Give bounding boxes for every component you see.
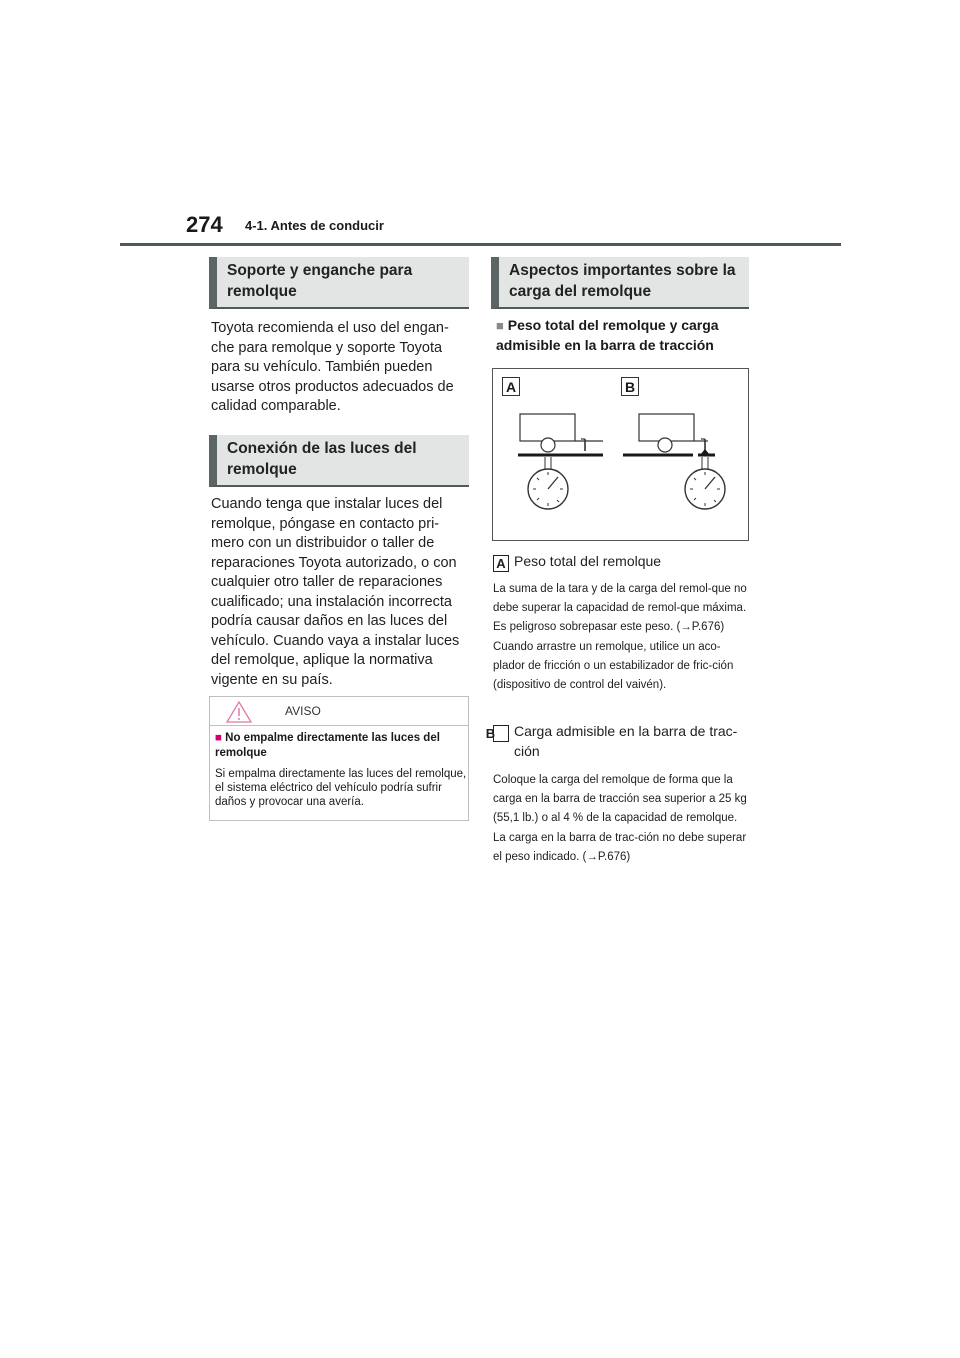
warning-header [210,697,468,726]
diagram-label-a: A [502,377,520,396]
trailer-wheel-a [541,438,555,452]
bullet-square-icon: ■ [496,318,504,333]
trailer-drawing [493,369,748,540]
item-b-letter: B [493,725,509,742]
warning-title [215,731,465,761]
item-a-letter: A [493,555,509,572]
page-number: 274 [186,212,223,237]
load-subheading-text: Peso total del remolque y carga admisible en la barra de tracción [496,317,719,353]
item-b-label [485,722,749,762]
trailer-diagram [492,368,749,541]
trailer-wheel-b [658,438,672,452]
diagram-label-b: B [621,377,639,396]
hitch-paragraph: Toyota recomienda el uso del engan-che para remolque y soporte Toyota para su vehículo. También pueden usarse otros productos adecuados de calidad comparable. [211,320,454,414]
section-title-load: Aspectos importantes sobre la carga del remolque [491,257,749,309]
item-a-text: La suma de la tara y de la carga del remol-que no debe superar la capacidad de remol-que máxima. Es peligroso sobrepasar este peso. (→P.676) Cuando arrastre un remolque, utilice un aco-plador de fricción o un estabilizador de fric-ción (dispositivo de control del vaivén). [493,583,747,692]
load-subheading [496,316,746,355]
warning-label: AVISO [285,704,321,718]
bullet-square-icon: ■ [215,732,222,744]
section-title-lights: Conexión de las luces del remolque [209,435,469,487]
item-b-text: Coloque la carga del remolque de forma que la carga en la barra de tracción sea superior a 25 kg (55,1 lb.) o al 4 % de la capacidad de remolque. La carga en la barra de trac-ción no debe superar el peso indicado. (→P.676) [493,774,747,863]
trailer-body-b [639,414,694,441]
warning-box [209,696,469,821]
warning-text: Si empalma directamente las luces del remolque, el sistema eléctrico del vehículo podría sufrir daños y provocar una avería. [215,768,467,808]
lights-paragraph: Cuando tenga que instalar luces del remolque, póngase en contacto pri-mero con un distribuidor o taller de reparaciones Toyota autorizado, o con cualquier otro taller de reparaciones cualificado; una instalación incorrecta podría causar daños en las luces del vehículo. Cuando vaya a instalar luces del remolque, aplique la normativa vigente en su país. [211,496,460,688]
trailer-body-a [520,414,575,441]
item-b-label-text: Carga admisible en la barra de trac-ción [514,723,738,759]
item-a-label [493,552,749,572]
item-a-label-text: Peso total del remolque [514,553,662,569]
header-rule [120,243,841,246]
chapter-title: 4-1. Antes de conducir [245,218,384,233]
warning-title-text: No empalme directamente las luces del remolque [215,732,440,759]
section-title-hitch: Soporte y enganche para remolque [209,257,469,309]
warning-triangle-icon [226,701,252,723]
